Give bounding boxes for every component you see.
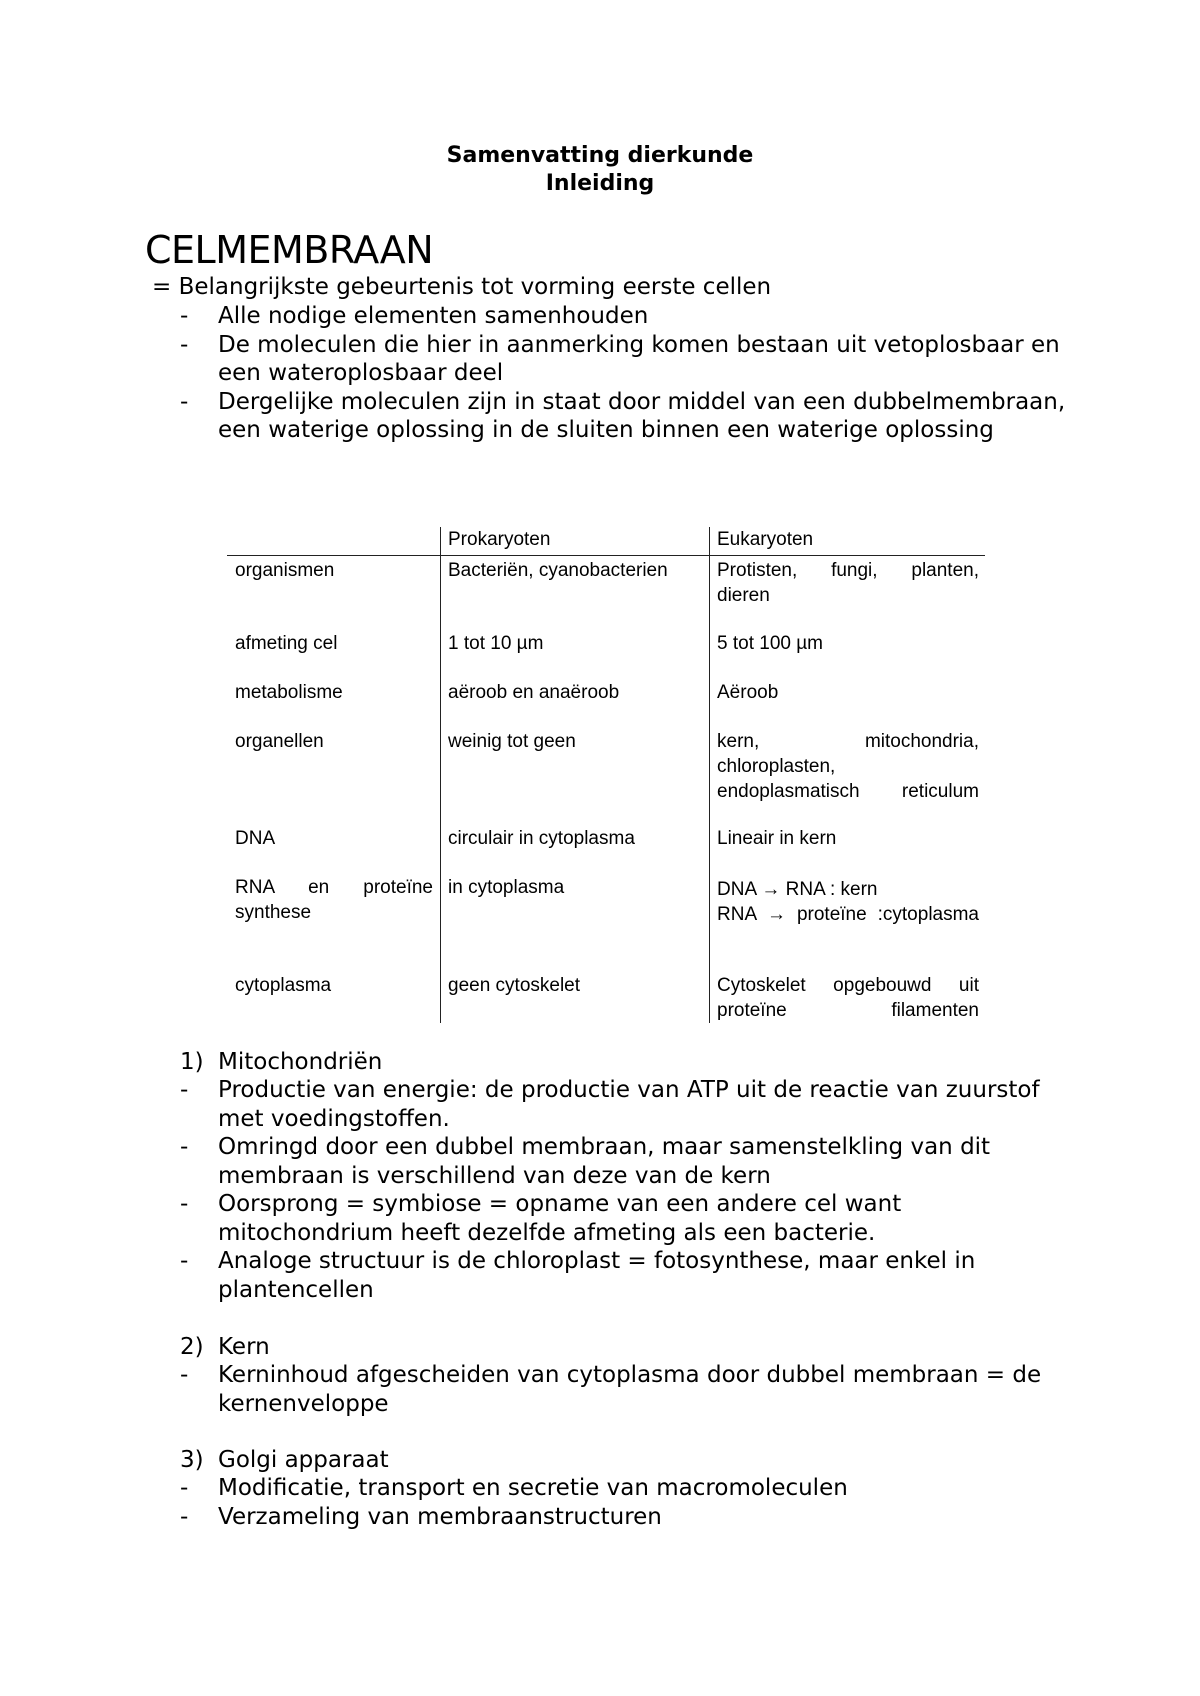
- list-item: - Modificatie, transport en secretie van macromoleculen: [180, 1475, 848, 1501]
- bullet-marker: -: [180, 1191, 189, 1217]
- section-number: 3): [180, 1447, 204, 1473]
- table-cell: aëroob en anaëroob: [448, 682, 620, 703]
- comparison-table: [227, 527, 985, 1023]
- table-column-divider: [709, 527, 710, 1023]
- table-cell: circulair in cytoplasma: [448, 828, 635, 849]
- document-subtitle: Inleiding: [545, 171, 655, 196]
- bullet-marker: -: [180, 1134, 189, 1160]
- table-header-rule: [227, 555, 985, 556]
- table-row-label: metabolisme: [235, 682, 343, 703]
- table-cell: Lineair in kern: [717, 828, 837, 849]
- list-item: - Analoge structuur is de chloroplast = fotosynthese, maar enkel in plantencellen: [180, 1248, 976, 1303]
- table-cell: Bacteriën, cyanobacterien: [448, 560, 668, 581]
- mitochondrien-list: [180, 1076, 1080, 1304]
- list-item: - Dergelijke moleculen zijn in staat door middel van een dubbelmembraan, een waterige oplossing in de sluiten binnen een waterige oplossing: [180, 388, 1066, 443]
- table-cell: [717, 877, 979, 927]
- table-row-label: organismen: [235, 560, 335, 581]
- section-heading-kern: [180, 1333, 1080, 1362]
- bullet-marker: -: [180, 303, 189, 329]
- list-item: - Productie van energie: de productie van ATP uit de reactie van zuurstof met voedingstoffen.: [180, 1077, 1040, 1132]
- section-number: 1): [180, 1049, 204, 1075]
- bullet-marker: -: [180, 1077, 189, 1103]
- table-row-label: cytoplasma: [235, 975, 332, 996]
- bullet-marker: -: [180, 1503, 189, 1530]
- document-title: Samenvatting dierkunde: [446, 143, 754, 168]
- table-cell-line: RNA → proteïne :cytoplasma: [717, 904, 979, 925]
- table-cell: in cytoplasma: [448, 877, 565, 898]
- golgi-list: [180, 1474, 1080, 1531]
- table-cell: kern, mitochondria, chloroplasten, endoplasmatisch reticulum: [717, 731, 979, 802]
- table-cell: Protisten, fungi, planten, dieren: [717, 560, 979, 606]
- section-number: 2): [180, 1334, 204, 1360]
- list-item: - Oorsprong = symbiose = opname van een andere cel want mitochondrium heeft dezelfde afmeting als een bacterie.: [180, 1191, 902, 1246]
- table-column-divider: [440, 527, 441, 1023]
- bullet-marker: -: [180, 388, 189, 415]
- table-cell: 1 tot 10 µm: [448, 633, 544, 654]
- bullet-marker: -: [180, 1362, 189, 1388]
- list-item: - Alle nodige elementen samenhouden: [180, 303, 649, 329]
- table-row-label: DNA: [235, 828, 276, 849]
- section-title: Mitochondriën: [218, 1049, 383, 1075]
- table-header-eukaryoten: Eukaryoten: [717, 529, 814, 550]
- table-cell: Cytoskelet opgebouwd uit proteïne filamenten: [717, 975, 979, 1021]
- list-item: - Verzameling van membraanstructuren: [180, 1503, 662, 1530]
- bullet-marker: -: [180, 1248, 189, 1274]
- table-header-prokaryoten: Prokaryoten: [448, 529, 551, 550]
- list-item: - Kerninhoud afgescheiden van cytoplasma door dubbel membraan = de kernenveloppe: [180, 1362, 1042, 1417]
- table-row-label: organellen: [235, 731, 324, 752]
- section-title: Golgi apparaat: [218, 1447, 389, 1473]
- section-heading-mitochondrien: [180, 1048, 1080, 1077]
- table-cell: Aëroob: [717, 682, 779, 703]
- kern-list: [180, 1361, 1080, 1418]
- table-cell: 5 tot 100 µm: [717, 633, 824, 654]
- intro-definition: = Belangrijkste gebeurtenis tot vorming eerste cellen: [152, 274, 772, 300]
- table-cell-line: DNA → RNA : kern: [717, 879, 878, 900]
- section-title: Kern: [218, 1334, 270, 1360]
- celmembraan-list: [180, 302, 1080, 445]
- section-heading-golgi: [180, 1446, 1080, 1475]
- table-cell: geen cytoskelet: [448, 975, 581, 996]
- list-item: - Omringd door een dubbel membraan, maar samenstelkling van dit membraan is verschillend van deze van de kern: [180, 1134, 991, 1189]
- section-heading-celmembraan: CELMEMBRAAN: [145, 228, 434, 272]
- list-item: - De moleculen die hier in aanmerking komen bestaan uit vetoplosbaar en een wateroplosbaar deel: [180, 331, 1060, 386]
- table-row-label: RNA en proteïne synthese: [235, 877, 433, 923]
- table-cell: weinig tot geen: [448, 731, 576, 752]
- bullet-marker: -: [180, 1475, 189, 1501]
- table-row-label: afmeting cel: [235, 633, 338, 654]
- bullet-marker: -: [180, 331, 189, 358]
